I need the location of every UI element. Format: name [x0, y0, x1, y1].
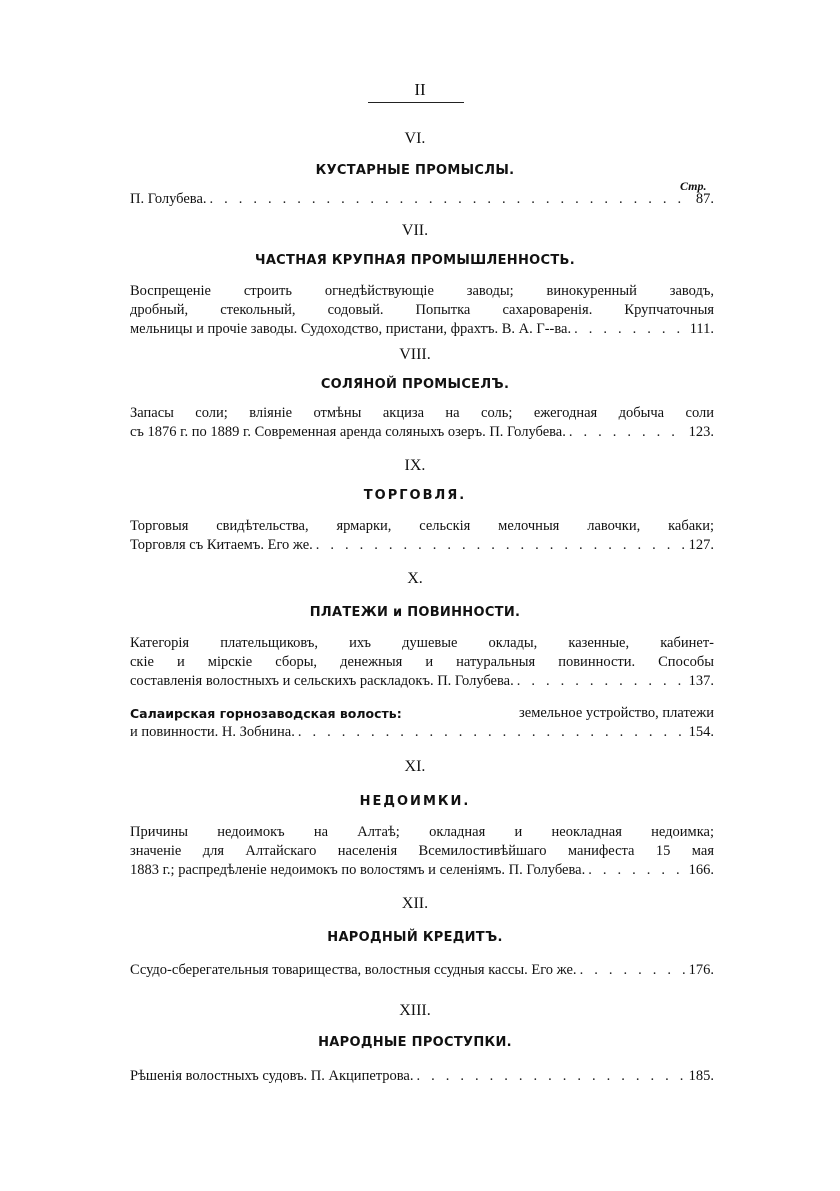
page-number: 127.	[688, 537, 714, 553]
page-column-label: Стр.	[680, 179, 707, 193]
entry-text: составленія волостныхъ и сельскихъ раскладокъ. П. Голубева.	[130, 673, 514, 689]
entry-bold-lead: Салаирская горнозаводская волость:	[130, 706, 402, 721]
section-title: ЧАСТНАЯ КРУПНАЯ ПРОМЫШЛЕННОСТЬ.	[255, 253, 575, 268]
toc-entry-line	[130, 861, 714, 880]
toc-entry	[130, 704, 714, 742]
section-number: X.	[407, 570, 423, 587]
toc-entry-line	[130, 190, 714, 209]
section-number: XI.	[404, 758, 426, 775]
page-number: 87.	[695, 191, 714, 207]
page-number: 154.	[688, 724, 714, 740]
section-number: VIII.	[399, 346, 431, 363]
entry-text: 1883 г.; распредѣленіе недоимокъ по волостямъ и селеніямъ. П. Голубева.	[130, 862, 586, 878]
entry-text: Торговыя свидѣтельства, ярмарки, сельскія мелочныя лавочки, кабаки;	[130, 518, 714, 534]
entry-text: Причины недоимокъ на Алтаѣ; окладная и неокладная недоимка;	[130, 824, 714, 840]
section-number: XIII.	[399, 1002, 431, 1019]
entry-text: значеніе для Алтайскаго населенія Всемилостивѣйшаго манифеста 15 мая	[130, 843, 714, 859]
toc-entry	[130, 282, 714, 339]
page-folio: II	[414, 80, 426, 99]
entry-first-line	[130, 704, 714, 723]
dot-leader	[569, 423, 686, 442]
section-title: ТОРГОВЛЯ.	[363, 488, 467, 503]
page-number: 185.	[688, 1068, 714, 1084]
toc-entry	[130, 961, 714, 980]
toc-entry-line	[130, 536, 714, 555]
entry-text: Воспрещеніе строить огнедѣйствующіе заводы; винокуренный заводъ,	[130, 283, 714, 299]
page-number: 123.	[688, 424, 714, 440]
dot-leader	[417, 1067, 686, 1086]
dot-leader	[316, 536, 686, 555]
page-number: 111.	[689, 321, 714, 337]
entry-text: скіе и мірскіе сборы, денежныя и натуральныя повинности. Способы	[130, 654, 714, 670]
entry-text: Рѣшенія волостныхъ судовъ. П. Акципетрова.	[130, 1068, 414, 1084]
page-number: 166.	[688, 862, 714, 878]
toc-entry-line	[130, 672, 714, 691]
section-title: НЕДОИМКИ.	[359, 794, 471, 809]
toc-entry-line	[130, 1067, 714, 1086]
toc-entry-line	[130, 423, 714, 442]
dot-leader	[517, 672, 686, 691]
toc-entry	[130, 190, 714, 209]
entry-text: дробный, стекольный, содовый. Попытка сахароваренія. Крупчаточныя	[130, 302, 714, 318]
dot-leader	[298, 723, 686, 742]
toc-entry-line	[130, 961, 714, 980]
page-number: 176.	[688, 962, 714, 978]
entry-text: мельницы и прочіе заводы. Судоходство, пристани, фрахтъ. В. А. Г--ва.	[130, 321, 572, 337]
entry-text: П. Голубева.	[130, 191, 207, 207]
section-title: НАРОДНЫЙ КРЕДИТЪ.	[327, 930, 503, 945]
toc-entry-line	[130, 320, 714, 339]
section-number: VII.	[401, 222, 429, 239]
section-number: XII.	[401, 895, 429, 912]
section-title: НАРОДНЫЕ ПРОСТУПКИ.	[318, 1035, 512, 1050]
toc-entry-line	[130, 723, 714, 742]
dot-leader	[580, 961, 686, 980]
section-title: ПЛАТЕЖИ и ПОВИННОСТИ.	[309, 605, 521, 620]
dot-leader	[210, 190, 693, 209]
dot-leader	[574, 320, 687, 339]
toc-entry	[130, 1067, 714, 1086]
entry-text: земельное устройство, платежи	[519, 705, 714, 721]
entry-text: съ 1876 г. по 1889 г. Современная аренда соляныхъ озеръ. П. Голубева.	[130, 424, 566, 440]
toc-entry	[130, 823, 714, 880]
page-number: 137.	[688, 673, 714, 689]
entry-text: Запасы соли; вліяніе отмѣны акциза на соль; ежегодная добыча соли	[130, 405, 714, 421]
entry-text: и повинности. Н. Зобнина.	[130, 724, 295, 740]
toc-entry	[130, 404, 714, 442]
dot-leader	[588, 861, 685, 880]
entry-text: Категорія плательщиковъ, ихъ душевые оклады, казенные, кабинет-	[130, 635, 714, 651]
section-number: VI.	[404, 130, 426, 147]
entry-text: Ссудо-сберегательныя товарищества, волостныя ссудныя кассы. Его же.	[130, 962, 577, 978]
toc-entry	[130, 517, 714, 555]
entry-text: Торговля съ Китаемъ. Его же.	[130, 537, 313, 553]
folio-rule	[368, 102, 464, 103]
section-title: КУСТАРНЫЕ ПРОМЫСЛЫ.	[315, 163, 515, 178]
section-title: СОЛЯНОЙ ПРОМЫСЕЛЪ.	[320, 377, 510, 392]
section-number: IX.	[404, 457, 426, 474]
toc-entry	[130, 634, 714, 691]
